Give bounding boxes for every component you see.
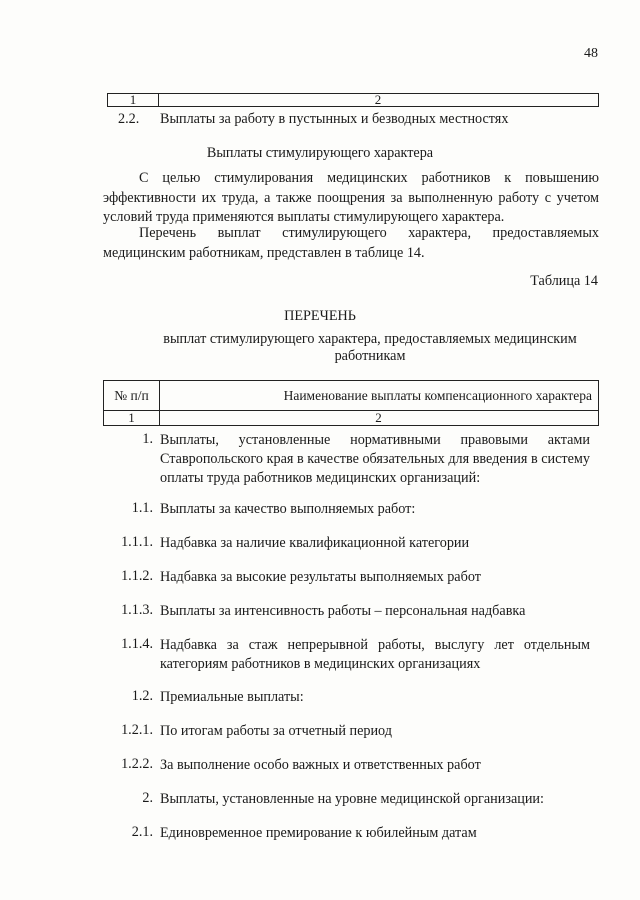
row-text: Выплаты за интенсивность работы – персональная надбавка: [160, 603, 526, 619]
row-text: Премиальные выплаты:: [160, 689, 304, 705]
row-number: 1.2.2.: [121, 756, 153, 772]
row-text: За выполнение особо важных и ответственных работ: [160, 757, 481, 773]
table-subtitle: выплат стимулирующего характера, предоставляемых медицинским работникам: [163, 331, 577, 364]
row-number: 1.1.4.: [121, 636, 153, 652]
row-text: Надбавка за высокие результаты выполняемых работ: [160, 569, 481, 585]
row-text: Выплаты, установленные на уровне медицинской организации:: [160, 791, 544, 807]
row-number: 1.1.3.: [121, 602, 153, 618]
row-number: 2.1.: [131, 824, 153, 840]
row-number: 1.1.1.: [121, 534, 153, 550]
row-number: 1.: [142, 431, 153, 447]
row-number: 1.1.: [131, 500, 153, 516]
table-number-row: [103, 411, 599, 426]
row-2-2-number: 2.2.: [118, 111, 140, 127]
continued-table-header: [107, 93, 599, 107]
table-title: ПЕРЕЧЕНЬ: [284, 308, 356, 324]
continued-col1: 1: [108, 94, 159, 106]
numrow-col1: 1: [104, 411, 160, 425]
row-number: 2.: [142, 790, 153, 806]
row-text: Надбавка за стаж непрерывной работы, выслугу лет отдельным категориям работников в медицинских организациях: [160, 637, 590, 672]
table-label: Таблица 14: [530, 273, 598, 289]
row-number: 1.2.: [131, 688, 153, 704]
page-number: 48: [584, 46, 598, 61]
section-heading: Выплаты стимулирующего характера: [206, 145, 434, 161]
paragraph-1-text: С целью стимулирования медицинских работников к повышению эффективности их труда, а также поощрения за выполненную работу с учетом условий труда применяются выплаты стимулирующего характера.: [103, 170, 599, 225]
row-text: Надбавка за наличие квалификационной категории: [160, 535, 470, 551]
row-number: 1.1.2.: [121, 568, 153, 584]
table-header: [103, 380, 599, 411]
numrow-col2: 2: [375, 410, 382, 425]
paragraph-2: [103, 224, 599, 263]
row-text: Единовременное премирование к юбилейным датам: [160, 825, 477, 841]
paragraph-2-text: Перечень выплат стимулирующего характера, предоставляемых медицинским работникам, представлен в таблице 14.: [103, 225, 599, 261]
header-col-name: Наименование выплаты компенсационного характера: [283, 388, 592, 403]
row-number: 1.2.1.: [121, 722, 153, 738]
continued-col2: 2: [374, 92, 382, 107]
paragraph-1: [103, 169, 599, 228]
row-2-2-text: Выплаты за работу в пустынных и безводных местностях: [160, 111, 509, 127]
row-text: Выплаты, установленные нормативными правовыми актами Ставропольского края в качестве обязательных для введения в систему оплаты труда работников медицинских организаций:: [160, 432, 590, 486]
row-text: По итогам работы за отчетный период: [160, 723, 392, 739]
header-col-number: № п/п: [104, 381, 160, 410]
row-text: Выплаты за качество выполняемых работ:: [160, 501, 416, 517]
